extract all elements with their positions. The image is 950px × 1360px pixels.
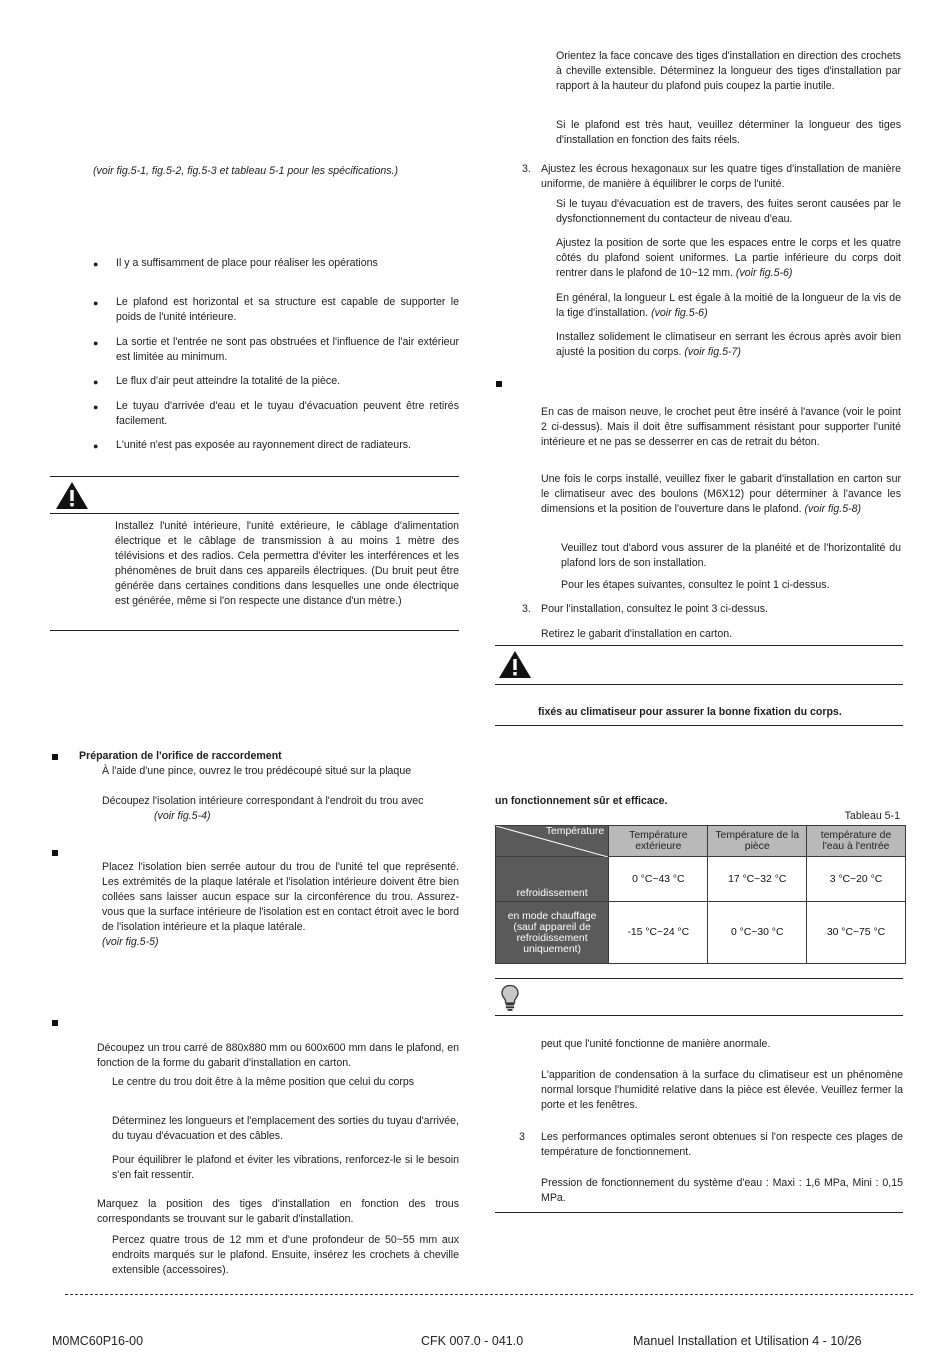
performance-text: Les performances optimales seront obtenues si l'on respecte ces plages de température de fonctionnement. (541, 1131, 903, 1158)
bullet-item: La sortie et l'entrée ne sont pas obstruées et l'influence de l'air extérieur est limitée au minimum. (116, 336, 459, 363)
note-bottom-rule (495, 1212, 903, 1213)
caution-header-rule (495, 684, 903, 685)
step-number: 3 (519, 1131, 525, 1143)
table-row-label: refroidissement (496, 857, 609, 902)
spec-table (495, 825, 906, 964)
note-text: peut que l'unité fonctionne de manière anormale. (541, 1038, 771, 1050)
template-body: Une fois le corps installé, veuillez fixer le gabarit d'installation en carton sur le climatiseur avec des boulons (M6X12) pour déterminer à l'avance les dimensions et la position de l'ouverture dans le plafond. (541, 473, 901, 515)
high-ceiling-text: Si le plafond est très haut, veuillez déterminer la longueur des tiges d'installation en fonction des faits réels. (556, 119, 901, 146)
drill-text: Percez quatre trous de 12 mm et d'une profondeur de 50~55 mm aux endroits marqués sur le plafond. Ensuite, insérez les crochets à cheville extensible (accessoires). (112, 1234, 459, 1276)
length-body: En général, la longueur L est égale à la moitié de la longueur de la vis de la tige d'installation. (556, 292, 901, 319)
step-number: 3. (522, 603, 531, 615)
remove-text: Retirez le gabarit d'installation en carton. (541, 628, 733, 640)
table-cell: 3 °C~20 °C (806, 857, 905, 902)
insulation-text: Placez l'isolation bien serrée autour du trou de l'unité tel que représenté. Les extrémités de la plaque latérale et l'isolation intérieure doivent être bien collées sans laisser aucun espace sur la circonférence du trou. Assurez-vous que la surface intérieure de l'isolation est en contact étroit avec le bord de l'isolation intérieure et la plaque latérale. (102, 861, 459, 933)
leak-text: Si le tuyau d'évacuation est de travers, des fuites seront causées par le dysfonctionnement du contacteur de niveau d'eau. (556, 198, 901, 225)
table-corner-label: Température (545, 826, 605, 837)
document-code: M0MC60P16-00 (52, 1334, 144, 1348)
bullet-icon: ● (93, 298, 99, 308)
condensation-text: L'apparition de condensation à la surface du climatiseur est un phénomène normal lorsque l'humidité relative dans la pièce est élevée. Veuillez fermer la porte et les fenêtres. (541, 1069, 903, 1111)
fix-body: Installez solidement le climatiseur en serrant les écrous après avoir bien ajusté la position du corps. (556, 331, 901, 358)
model-range: CFK 007.0 - 041.0 (421, 1334, 524, 1348)
caution-bottom-rule (495, 725, 903, 726)
bullet-item: Le plafond est horizontal et sa structure est capable de supporter le poids de l'unité intérieure. (116, 296, 459, 323)
lengths-text: Déterminez les longueurs et l'emplacement des sorties du tuyau d'arrivée, du tuyau d'évacuation et des câbles. (112, 1115, 459, 1142)
mark-text: Marquez la position des tiges d'installation en fonction des trous correspondants se trouvant sur le gabarit d'installation. (97, 1198, 459, 1225)
prep-text: Découpez l'isolation intérieure correspondant à l'endroit du trou avec (102, 795, 424, 807)
table-caption: Tableau 5-1 (844, 810, 900, 822)
adjust-body: Ajustez la position de sorte que les espaces entre le corps et les quatre côtés du plafond soient uniformes. La partie inférieure du corps doit rentrer dans le plafond de 10~12 mm. (556, 237, 901, 279)
pressure-text: Pression de fonctionnement du système d'eau : Maxi : 1,6 MPa, Mini : 0,15 MPa. (541, 1177, 903, 1204)
warning-icon (497, 649, 533, 680)
table-cell: 17 °C~32 °C (708, 857, 806, 902)
bullet-icon: ● (93, 441, 99, 451)
note-header-rule (495, 1015, 903, 1016)
prep-text: À l'aide d'une pince, ouvrez le trou prédécoupé situé sur la plaque (102, 765, 412, 777)
caution-header-rule (50, 513, 459, 514)
bullet-icon: ● (93, 338, 99, 348)
warning-icon (54, 480, 90, 511)
table-corner-cell (496, 826, 609, 857)
table-header: Température extérieure (609, 826, 708, 857)
spec-reference: (voir fig.5-1, fig.5-2, fig.5-3 et tableau 5-1 pour les spécifications.) (93, 165, 399, 177)
section-marker-icon (52, 754, 58, 760)
bullet-icon: ● (93, 377, 99, 387)
insulation-reference: (voir fig.5-5) (102, 936, 159, 948)
next-steps-text: Pour les étapes suivantes, consultez le point 1 ci-dessus. (561, 579, 830, 591)
prep-reference: (voir fig.5-4) (154, 810, 211, 822)
center-text: Le centre du trou doit être à la même position que celui du corps (112, 1076, 415, 1088)
length-text (556, 291, 901, 321)
adjust-reference: (voir fig.5-6) (735, 267, 793, 279)
bullet-icon: ● (93, 402, 99, 412)
section-marker-icon (496, 381, 502, 387)
balance-text: Pour équilibrer le plafond et éviter les vibrations, renforcez-le si le besoin s'en fait ressentir. (112, 1154, 459, 1181)
bullet-item: Le flux d'air peut atteindre la totalité de la pièce. (116, 375, 341, 387)
adjust-text (556, 236, 901, 281)
table-cell: -15 °C~24 °C (609, 902, 708, 964)
length-reference: (voir fig.5-6) (651, 307, 708, 319)
table-cell: 0 °C~43 °C (609, 857, 708, 902)
cut-text: Découpez un trou carré de 880x880 mm ou 600x600 mm dans le plafond, en fonction de la forme du gabarit d'installation en carton. (97, 1042, 459, 1069)
caution-text: Installez l'unité intérieure, l'unité extérieure, le câblage d'alimentation électrique et le câblage de transmission à au moins 1 mètre des télévisions et des radios. Cela permettra d'éviter les interférences et les phénomènes de bruit dans ces appareils électriques. (Du bruit peut être générée dans certaines conditions dans lesquelles une onde électrique est générée, même si l'on respecte une distance d'un mètre.) (115, 520, 459, 607)
section-marker-icon (52, 1020, 58, 1026)
table-header: température de l'eau à l'entrée (806, 826, 905, 857)
prep-heading: Préparation de l'orifice de raccordement (79, 750, 282, 762)
table-row-label: en mode chauffage (sauf appareil de refroidissement uniquement) (496, 902, 609, 964)
page-indicator: Manuel Installation et Utilisation 4 - 10/26 (633, 1334, 862, 1348)
section-marker-icon (52, 850, 58, 856)
bullet-item: Il y a suffisamment de place pour réaliser les opérations (116, 257, 378, 269)
bullet-item: Le tuyau d'arrivée d'eau et le tuyau d'évacuation peuvent être retirés facilement. (116, 400, 459, 427)
table-cell: 0 °C~30 °C (708, 902, 806, 964)
caution-top-rule (495, 645, 903, 646)
template-reference: (voir fig.5-8) (804, 503, 862, 515)
step-number: 3. (522, 163, 531, 175)
flatness-text: Veuillez tout d'abord vous assurer de la planéité et de l'horizontalité du plafond lors de son installation. (561, 542, 901, 569)
template-text (541, 472, 901, 517)
footer-separator (65, 1294, 913, 1295)
bullet-item: L'unité n'est pas exposée au rayonnement direct de radiateurs. (116, 439, 411, 451)
lightbulb-icon (500, 984, 520, 1012)
caution-top-rule (50, 476, 459, 477)
new-house-text: En cas de maison neuve, le crochet peut être inséré à l'avance (voir le point 2 ci-dessus). Mais il doit être suffisamment résistant pour supporter l'unité intérieure et ne pas se desserrer en cas de retrait du béton. (541, 406, 901, 448)
bullet-icon: ● (93, 259, 99, 269)
table-header: Température de la pièce (708, 826, 806, 857)
step-text: Pour l'installation, consultez le point 3 ci-dessus. (541, 603, 768, 615)
caution-bottom-rule (50, 630, 459, 631)
safe-operation-text: un fonctionnement sûr et efficace. (495, 795, 668, 807)
orient-text: Orientez la face concave des tiges d'installation en direction des crochets à cheville extensible. Déterminez la longueur des tiges d'installation par rapport à la hauteur du plafond puis coupez la partie inutile. (556, 50, 901, 92)
fix-text (556, 330, 901, 360)
fix-reference: (voir fig.5-7) (684, 346, 741, 358)
caution-text: fixés au climatiseur pour assurer la bonne fixation du corps. (538, 706, 842, 718)
table-cell: 30 °C~75 °C (806, 902, 905, 964)
note-top-rule (495, 978, 903, 979)
step-text: Ajustez les écrous hexagonaux sur les quatre tiges d'installation de manière uniforme, de manière à équilibrer le corps de l'unité. (541, 163, 901, 190)
